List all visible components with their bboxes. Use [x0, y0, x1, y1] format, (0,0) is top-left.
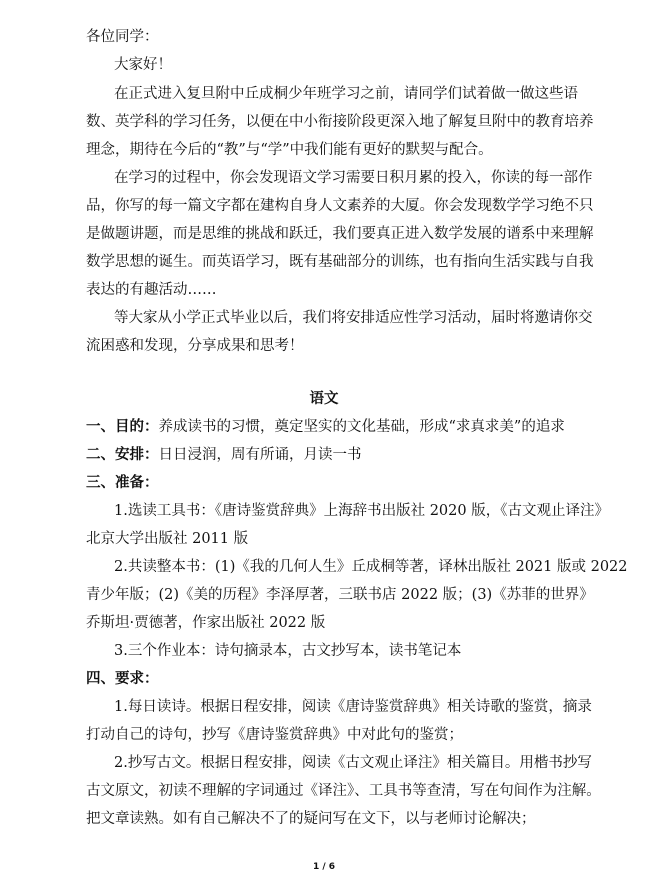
intro-paragraph-1-line-2: 数、英学科的学习任务，以便在中小衔接阶段更深入地了解复旦附中的教育培养 [86, 114, 594, 130]
goal-heading: 一、目的： [86, 418, 159, 435]
prepare-item-3: 3.三个作业本：诗句摘录本，古文抄写本，读书笔记本 [114, 643, 462, 659]
require-item-2-line-1: 2.抄写古文。根据日程安排，阅读《古文观止译注》相关篇目。用楷书抄写 [114, 755, 592, 771]
arrange-line [86, 445, 566, 465]
goal-line [86, 417, 566, 437]
prepare-item-1-line-1: 1.选读工具书：《唐诗鉴赏辞典》上海辞书出版社 2020 版，《古文观止译注》 [114, 503, 609, 519]
intro-paragraph-1-line-1: 在正式进入复旦附中丘成桐少年班学习之前，请同学们试着做一做这些语 [114, 86, 578, 102]
require-item-2-line-2: 古文原文，初读不理解的字词通过《译注》、工具书等查清，写在句间作为注解。 [86, 783, 601, 799]
prepare-heading: 三、准备： [86, 474, 159, 491]
arrange-text: 日日浸润，周有所诵，月读一书 [158, 447, 362, 463]
require-item-1-line-2: 打动自己的诗句，抄写《唐诗鉴赏辞典》中对此句的鉴赏； [86, 727, 463, 743]
intro-paragraph-2-line-1: 在学习的过程中，你会发现语文学习需要日积月累的投入，你读的每一部作 [114, 170, 593, 186]
intro-paragraph-2-line-4: 数学思想的诞生。而英语学习，既有基础部分的训练，也有指向生活实践与自我 [86, 254, 594, 270]
hello: 大家好！ [114, 57, 172, 73]
intro-paragraph-3-line-2: 流困惑和发现，分享成果和思考！ [86, 338, 304, 354]
intro-paragraph-2-line-5: 表达的有趣活动…… [86, 282, 217, 298]
intro-paragraph-2-line-3: 是做题讲题，而是思维的挑战和跃迁，我们要真正进入数学发展的谱系中来理解 [86, 226, 594, 242]
greeting: 各位同学： [86, 29, 159, 45]
require-item-1-line-1: 1.每日读诗。根据日程安排，阅读《唐诗鉴赏辞典》相关诗歌的鉴赏，摘录 [114, 699, 592, 715]
prepare-item-1-line-2: 北京大学出版社 2011 版 [86, 531, 249, 547]
require-item-2-line-3: 把文章读熟。如有自己解决不了的疑问写在文下，以与老师讨论解决； [86, 811, 536, 827]
require-heading: 四、要求： [86, 670, 159, 687]
intro-paragraph-2-line-2: 品，你写的每一篇文字都在建构自身人文素养的大厦。你会发现数学学习绝不只 [86, 198, 594, 214]
intro-paragraph-3-line-1: 等大家从小学正式毕业以后，我们将安排适应性学习活动，届时将邀请你交 [114, 310, 593, 326]
section-title: 语文 [309, 390, 339, 407]
arrange-heading: 二、安排： [86, 446, 159, 463]
intro-paragraph-1-line-3: 理念，期待在今后的“教”与“学”中我们能有更好的默契与配合。 [86, 142, 493, 158]
page-number: 1 / 6 [312, 862, 336, 872]
prepare-item-2-line-2: 青少年版；(2)《美的历程》李泽厚著，三联书店 2022 版；(3)《苏菲的世界》 [86, 587, 594, 603]
prepare-item-2-line-3: 乔斯坦·贾德著，作家出版社 2022 版 [86, 615, 326, 631]
prepare-item-2-line-1: 2.共读整本书：(1)《我的几何人生》丘成桐等著，译林出版社 2021 版或 2022 [114, 559, 628, 575]
goal-text: 养成读书的习惯，奠定坚实的文化基础，形成“求真求美”的追求 [158, 419, 565, 435]
